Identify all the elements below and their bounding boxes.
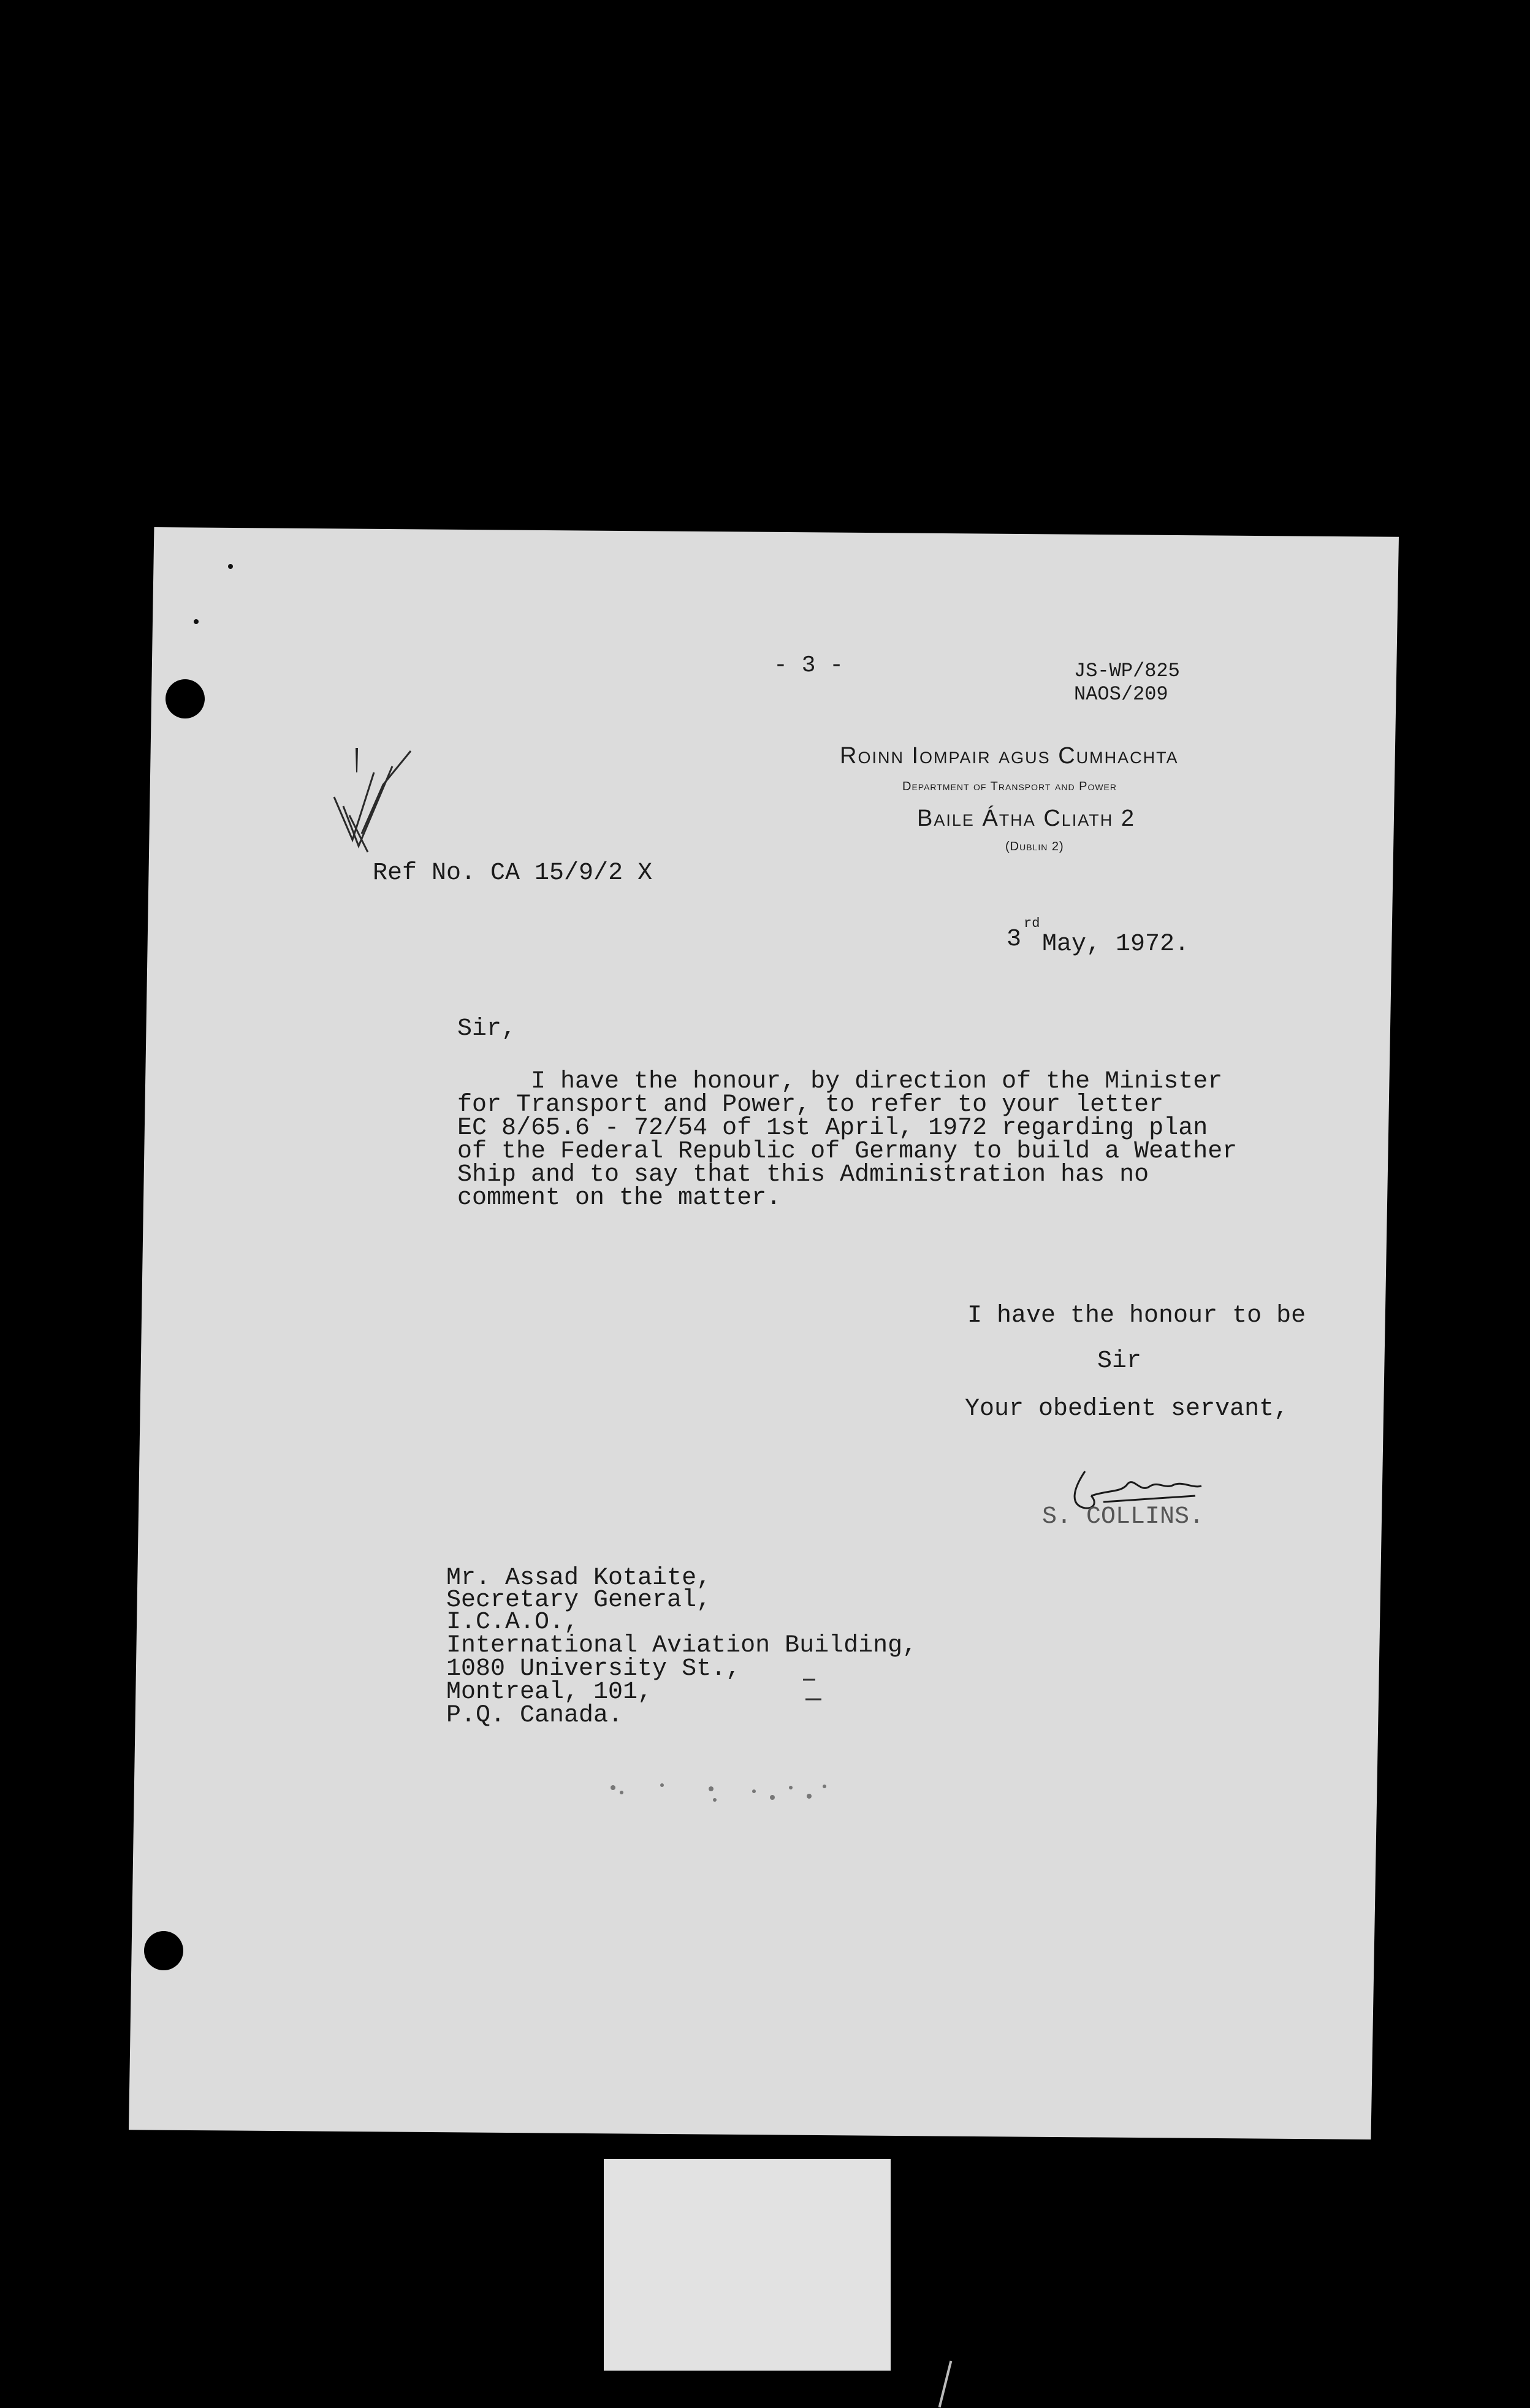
date-rest: May, 1972.: [1042, 931, 1190, 958]
address-line: Montreal, 101,: [446, 1678, 653, 1706]
body-line: I have the honour, by direction of the Minister: [457, 1068, 1223, 1095]
file-ref-2: NAOS/209: [1074, 683, 1168, 706]
closing-line-3: Your obedient servant,: [965, 1395, 1289, 1423]
file-ref-1: JS-WP/825: [1074, 660, 1180, 682]
page-number: - 3 -: [774, 652, 844, 679]
ink-speck: [228, 564, 233, 569]
closing-line-2: Sir: [1097, 1347, 1142, 1375]
city-english: (Dublin 2): [1005, 840, 1064, 853]
city-irish: Baile Átha Cliath 2: [917, 806, 1135, 831]
department-english: Department of Transport and Power: [902, 780, 1117, 793]
paper-slip: [604, 2159, 891, 2371]
film-scratch: [938, 2361, 953, 2408]
reference-number: Ref No. CA 15/9/2 X: [373, 859, 653, 887]
punch-hole-top: [166, 679, 205, 718]
salutation: Sir,: [457, 1015, 517, 1043]
address-line: I.C.A.O.,: [446, 1609, 579, 1636]
faint-stamp-marks: [607, 1775, 846, 1812]
body-line: for Transport and Power, to refer to your letter: [457, 1091, 1164, 1119]
ink-speck: [194, 619, 199, 624]
department-irish: Roinn Iompair agus Cumhachta: [840, 743, 1179, 769]
tick-mark-annotation: [325, 748, 435, 864]
date-ordinal: rd: [1024, 916, 1040, 931]
closing-line-1: I have the honour to be: [967, 1302, 1306, 1330]
address-line: 1080 University St.,: [446, 1655, 741, 1683]
body-line: comment on the matter.: [457, 1184, 782, 1212]
address-line: Secretary General,: [446, 1587, 712, 1614]
body-line: Ship and to say that this Administration has no: [457, 1161, 1149, 1189]
address-line: P.Q. Canada.: [446, 1702, 623, 1729]
date-day: 3: [1007, 926, 1022, 953]
address-line: International Aviation Building,: [446, 1632, 918, 1659]
address-line: Mr. Assad Kotaite,: [446, 1564, 712, 1592]
pen-marks: [797, 1667, 846, 1710]
letter-page: [129, 527, 1399, 2139]
signature-typed-name: S. COLLINS.: [1042, 1503, 1205, 1531]
punch-hole-bottom: [144, 1931, 183, 1970]
body-line: of the Federal Republic of Germany to build a Weather: [457, 1138, 1238, 1165]
body-line: EC 8/65.6 - 72/54 of 1st April, 1972 regarding plan: [457, 1114, 1208, 1142]
